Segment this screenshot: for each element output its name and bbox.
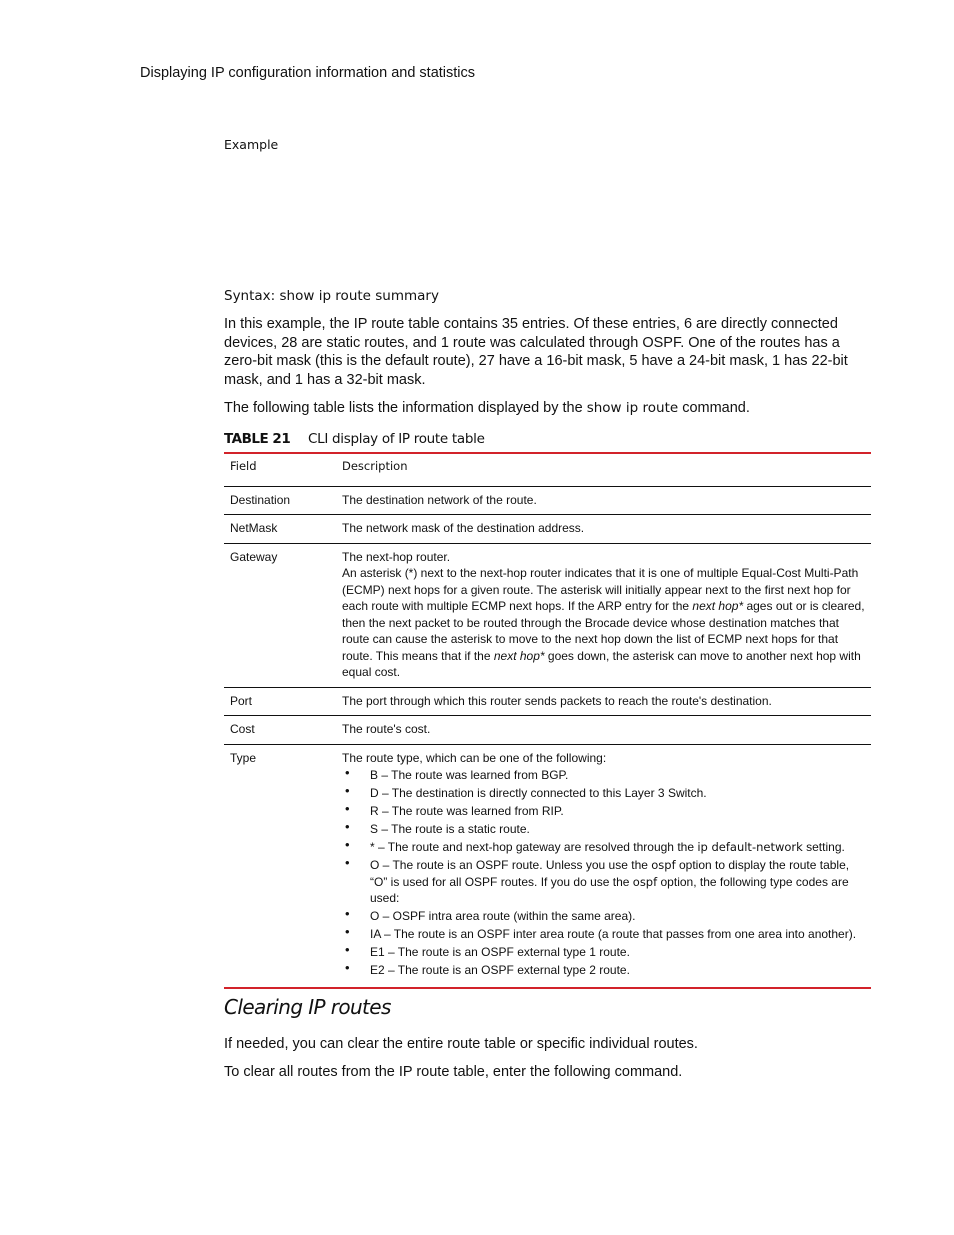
- bullet-icon: •: [345, 855, 350, 870]
- table-intro-paragraph: [224, 399, 872, 418]
- table-intro-text-after: command.: [678, 400, 750, 416]
- bullet-icon: •: [345, 837, 350, 852]
- route-type-list: [342, 767, 865, 979]
- list-item-text: D – The destination is directly connected to this Layer 3 Switch.: [370, 786, 707, 800]
- command-show-ip-route: show ip route: [586, 400, 679, 416]
- list-item: [342, 785, 865, 802]
- list-item-text: IA – The route is an OSPF inter area route (a route that passes from one area into another).: [370, 927, 857, 941]
- bullet-icon: •: [345, 765, 350, 780]
- list-item-text: setting.: [802, 840, 845, 854]
- list-item-text: E1 – The route is an OSPF external type 1 route.: [370, 945, 630, 959]
- table-row: [224, 486, 871, 515]
- table-intro-text-before: The following table lists the information displayed by the: [224, 400, 587, 416]
- list-item: [342, 962, 865, 979]
- table-row: [224, 744, 871, 988]
- list-item-text: S – The route is a static route.: [370, 822, 530, 836]
- list-item: [342, 767, 865, 784]
- clear-routes-paragraph: If needed, you can clear the entire route table or specific individual routes.: [224, 1036, 698, 1052]
- field-cell: Port: [224, 687, 336, 716]
- field-cell: Destination: [224, 486, 336, 515]
- bullet-icon: •: [345, 801, 350, 816]
- list-item-text: option, the following type codes are used:: [370, 874, 849, 905]
- list-item: [342, 803, 865, 820]
- list-item: [342, 944, 865, 961]
- description-cell: The destination network of the route.: [336, 486, 871, 515]
- example-label: Example: [224, 137, 279, 152]
- list-item: [342, 839, 865, 856]
- list-item-text: E2 – The route is an OSPF external type 2 route.: [370, 963, 630, 977]
- keyword-ip-default-network: ip default-network: [697, 840, 803, 854]
- gateway-desc-line: The next-hop router.: [342, 549, 451, 564]
- field-cell: NetMask: [224, 515, 336, 544]
- table-row: [224, 687, 871, 716]
- clear-all-routes-paragraph: To clear all routes from the IP route table, enter the following command.: [224, 1064, 683, 1080]
- type-intro: The route type, which can be one of the following:: [342, 750, 607, 765]
- route-summary-paragraph: In this example, the IP route table contains 35 entries. Of these entries, 6 are directly connected devices, 28 are static routes, and 1 route was calculated through OSPF. One of the routes has a zero-bit mask (this is the default route), 27 have a 16-bit mask, 5 have a 24-bit mask, 1 has 22-bit mask, and 1 has a 32-bit mask.: [224, 316, 848, 388]
- table-number: TABLE 21: [224, 431, 291, 447]
- table-header-row: [224, 453, 871, 486]
- list-item-text: O – OSPF intra area route (within the same area).: [370, 909, 636, 923]
- table-title: CLI display of IP route table: [308, 431, 485, 447]
- gateway-asterisk-desc: [342, 565, 865, 681]
- syntax-line: Syntax: show ip route summary: [224, 288, 439, 304]
- list-item: [342, 857, 865, 907]
- table-row: [224, 716, 871, 745]
- description-cell: The route's cost.: [336, 716, 871, 745]
- column-header-field: Field: [224, 453, 336, 486]
- section-heading: Clearing IP routes: [224, 995, 391, 1019]
- bullet-icon: •: [345, 906, 350, 921]
- bullet-icon: •: [345, 819, 350, 834]
- gateway-desc-part: goes down, the asterisk can move to another next hop with equal cost.: [342, 648, 861, 679]
- column-header-description: Description: [336, 453, 871, 486]
- table-caption: [224, 431, 485, 447]
- bullet-icon: •: [345, 783, 350, 798]
- description-cell: The network mask of the destination address.: [336, 515, 871, 544]
- list-item: [342, 821, 865, 838]
- table-row: [224, 515, 871, 544]
- list-item-text: * – The route and next-hop gateway are resolved through the: [370, 840, 698, 854]
- field-cell: Cost: [224, 716, 336, 745]
- keyword-ospf: ospf: [632, 874, 658, 889]
- gateway-desc-part: ages out or is cleared, then the next packet to be routed through the Brocade device whose destination matches that route can cause the asterisk to move to the next hop down the list of ECMP next hops for that route. This means that if the: [342, 599, 865, 663]
- list-item: [342, 908, 865, 925]
- bullet-icon: •: [345, 942, 350, 957]
- list-item-text: B – The route was learned from BGP.: [370, 768, 569, 782]
- gateway-desc-italic: next hop*: [692, 599, 744, 613]
- bullet-icon: •: [345, 924, 350, 939]
- list-item-text: option to display the route table, “O” is used for all OSPF routes. If you do use the: [370, 858, 850, 889]
- running-header: Displaying IP configuration information and statistics: [140, 65, 476, 81]
- table-row: [224, 543, 871, 687]
- gateway-desc-part: An asterisk (*) next to the next-hop router indicates that it is one of multiple Equal-Cost Multi-Path (ECMP) next hops for a given route. The asterisk will initially appear next to the first next hop for each route with multiple ECMP next hops. If the ARP entry for the: [342, 566, 859, 613]
- route-table: [224, 452, 871, 989]
- field-cell: Type: [224, 744, 336, 988]
- description-cell: [336, 543, 871, 687]
- list-item-text: O – The route is an OSPF route. Unless you use the: [370, 858, 652, 872]
- description-cell: The port through which this router sends packets to reach the route's destination.: [336, 687, 871, 716]
- bullet-icon: •: [345, 960, 350, 975]
- field-cell: Gateway: [224, 543, 336, 687]
- gateway-desc-italic: next hop*: [493, 648, 545, 663]
- description-cell: [336, 744, 871, 988]
- list-item-text: R – The route was learned from RIP.: [370, 804, 564, 818]
- list-item: [342, 926, 865, 943]
- keyword-ospf: ospf: [651, 858, 676, 872]
